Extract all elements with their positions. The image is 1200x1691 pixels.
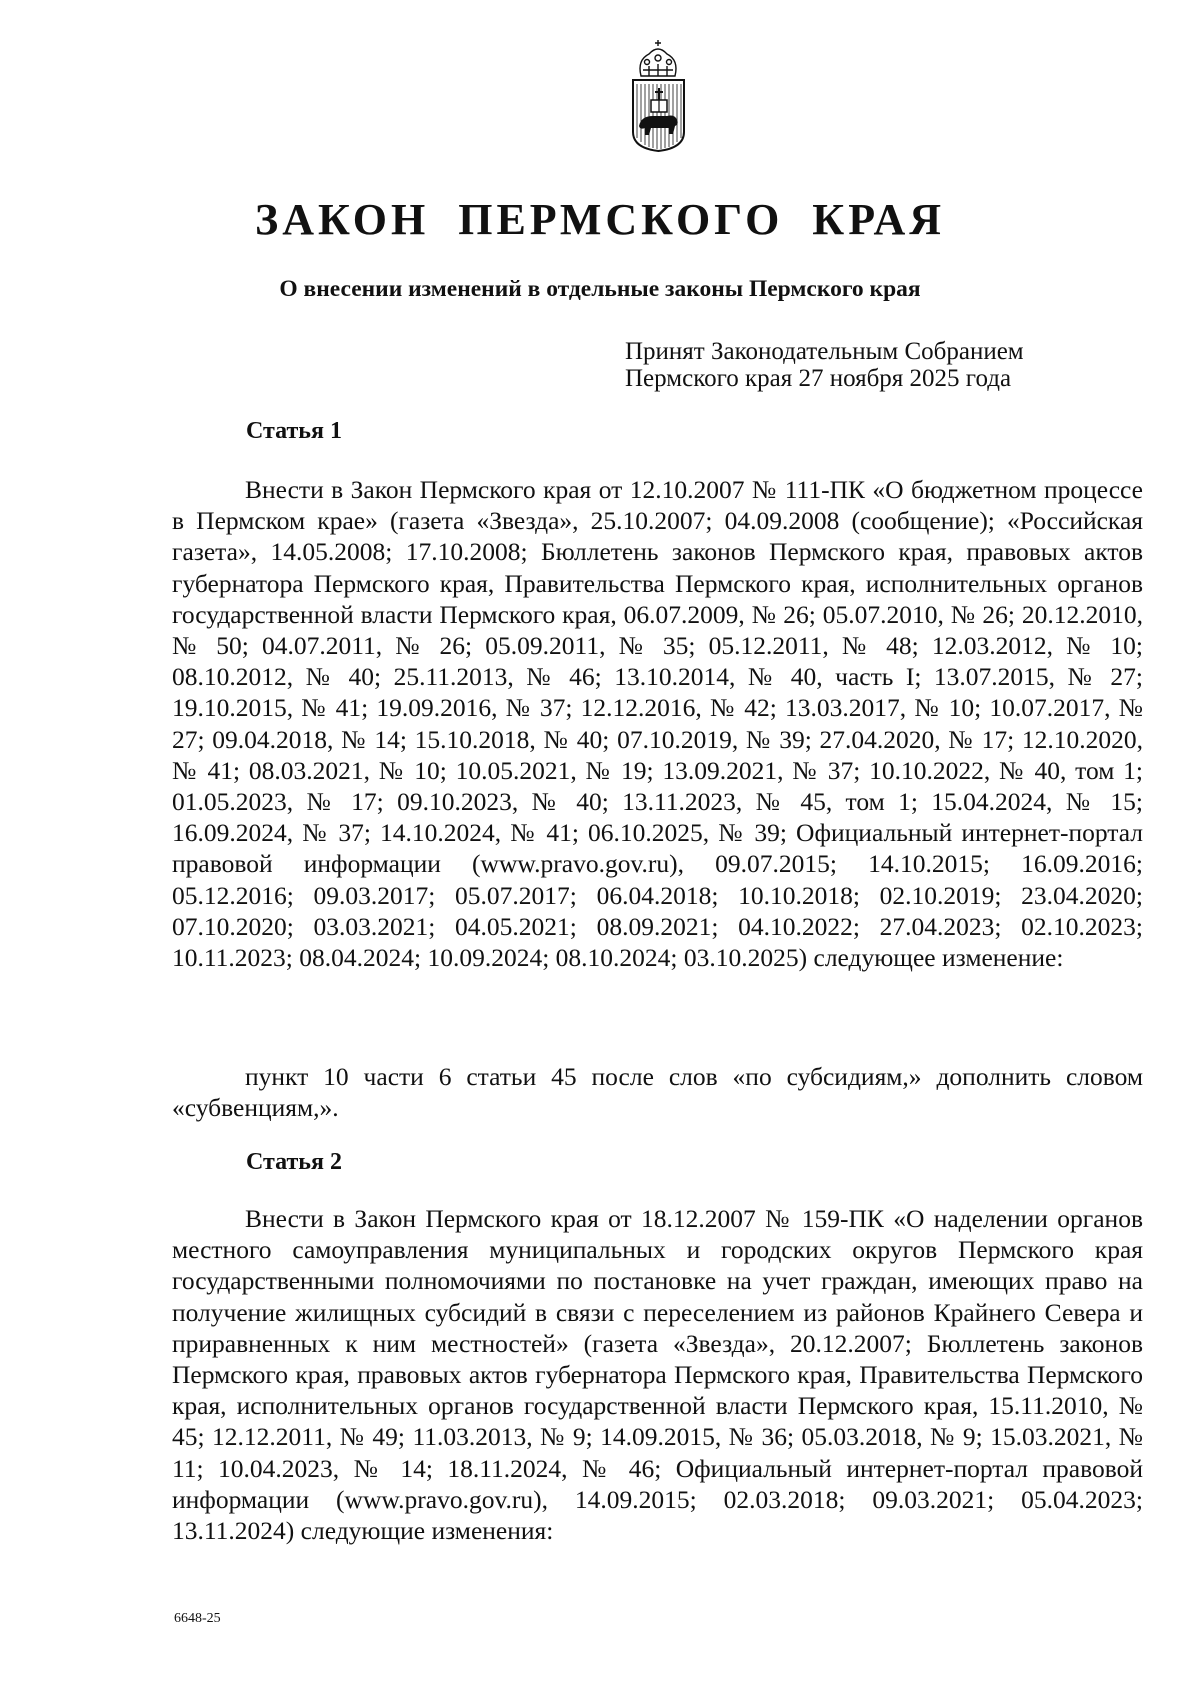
adoption-line-1: Принят Законодательным Собранием	[625, 338, 1024, 365]
adoption-note	[625, 338, 1024, 392]
law-subtitle: О внесении изменений в отдельные законы Пермского края	[279, 276, 921, 302]
coat-of-arms-icon	[627, 40, 690, 152]
law-title: ЗАКОН ПЕРМСКОГО КРАЯ	[254, 195, 946, 244]
article-2-heading: Статья 2	[246, 1149, 342, 1175]
document-number: 6648-25	[174, 1611, 221, 1626]
article-1-paragraph-2: пункт 10 части 6 статьи 45 после слов «по субсидиям,» дополнить словом «субвенциям,».	[172, 1062, 1143, 1123]
article-1-paragraph-1: Внести в Закон Пермского края от 12.10.2007 № 111-ПК «О бюджетном процессе в Пермском крае» (газета «Звезда», 25.10.2007; 04.09.2008 (сообщение); «Российская газета», 14.05.2008; 17.10.2008; Бюллетень законов Пермского края, правовых актов губернатора Пермского края, Правительства Пермского края, исполнительных органов государственной власти Пермского края, 06.07.2009, № 26; 05.07.2010, № 26; 20.12.2010, № 50; 04.07.2011, № 26; 05.09.2011, № 35; 05.12.2011, № 48; 12.03.2012, № 10; 08.10.2012, № 40; 25.11.2013, № 46; 13.10.2014, № 40, часть I; 13.07.2015, № 27; 19.10.2015, № 41; 19.09.2016, № 37; 12.12.2016, № 42; 13.03.2017, № 10; 10.07.2017, № 27; 09.04.2018, № 14; 15.10.2018, № 40; 07.10.2019, № 39; 27.04.2020, № 17; 12.10.2020, № 41; 08.03.2021, № 10; 10.05.2021, № 19; 13.09.2021, № 37; 10.10.2022, № 40, том 1; 01.05.2023, № 17; 09.10.2023, № 40; 13.11.2023, № 45, том 1; 15.04.2024, № 15; 16.09.2024, № 37; 14.10.2024, № 41; 06.10.2025, № 39; Официальный интернет-портал правовой информации (www.pravo.gov.ru), 09.07.2015; 14.10.2015; 16.09.2016; 05.12.2016; 09.03.2017; 05.07.2017; 06.04.2018; 10.10.2018; 02.10.2019; 23.04.2020; 07.10.2020; 03.03.2021; 04.05.2021; 08.09.2021; 04.10.2022; 27.04.2023; 02.10.2023; 10.11.2023; 08.04.2024; 10.09.2024; 08.10.2024; 03.10.2025) следующее изменение:	[172, 475, 1143, 973]
article-1-heading: Статья 1	[246, 418, 342, 444]
adoption-line-2: Пермского края 27 ноября 2025 года	[625, 365, 1012, 392]
article-2-paragraph-1: Внести в Закон Пермского края от 18.12.2007 № 159-ПК «О наделении органов местного самоуправления муниципальных и городских округов Пермского края государственными полномочиями по постановке на учет граждан, имеющих право на получение жилищных субсидий в связи с переселением из районов Крайнего Севера и приравненных к ним местностей» (газета «Звезда», 20.12.2007; Бюллетень законов Пермского края, правовых актов губернатора Пермского края, Правительства Пермского края, исполнительных органов государственной власти Пермского края, 15.11.2010, № 45; 12.12.2011, № 49; 11.03.2013, № 9; 14.09.2015, № 36; 05.03.2018, № 9; 15.03.2021, № 11; 10.04.2023, № 14; 18.11.2024, № 46; Официальный интернет-портал правовой информации (www.pravo.gov.ru), 14.09.2015; 02.03.2018; 09.03.2021; 05.04.2023; 13.11.2024) следующие изменения:	[172, 1204, 1143, 1546]
